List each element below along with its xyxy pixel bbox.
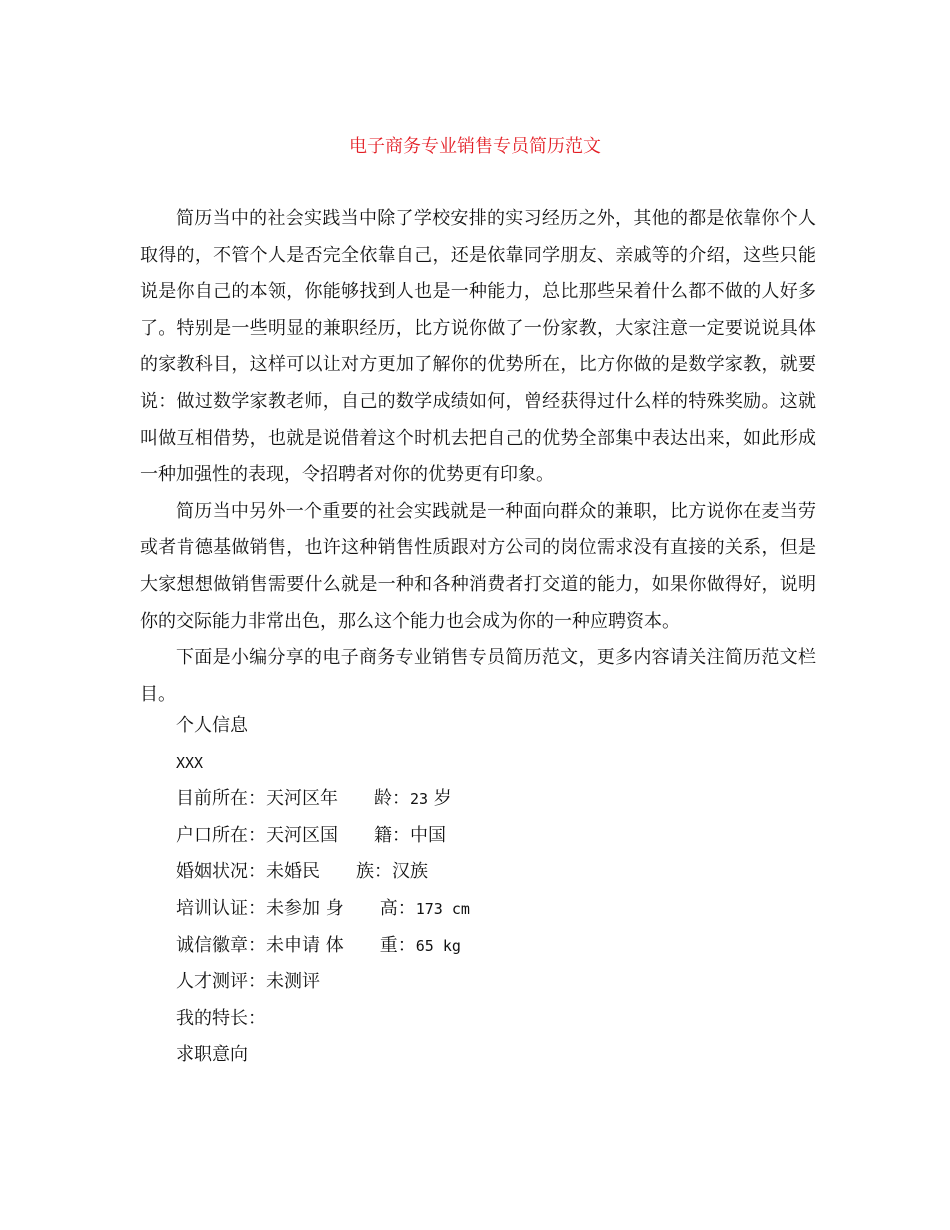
height-label-a: 身: [325, 897, 344, 919]
document-body: [140, 201, 816, 713]
profile-row-specialty: [176, 1001, 470, 1038]
profile-row-hukou-nationality: [176, 818, 470, 855]
assessment-value: 未测评: [266, 971, 320, 993]
profile-section-title: 个人信息: [176, 715, 248, 736]
height-value: 173 cm: [415, 899, 470, 918]
training-label: 培训认证：: [176, 897, 266, 919]
marital-label: 婚姻状况：: [176, 861, 266, 883]
integrity-label: 诚信徽章：: [176, 934, 266, 956]
marital-value: 未婚: [266, 861, 302, 883]
age-value: 23: [410, 790, 429, 809]
nationality-label-a: 国: [320, 824, 338, 846]
job-intention-title: 求职意向: [176, 1044, 248, 1066]
profile-row-marital-ethnicity: [176, 854, 470, 891]
paragraph-sales-practice: 简历当中另外一个重要的社会实践就是一种面向群众的兼职，比方说你在麦当劳或者肯德基做销售，也许这种销售性质跟对方公司的岗位需求没有直接的关系，但是大家想想做销售需要什么就是一种和各种消费者打交道的能力，如果你做得好，说明你的交际能力非常出色，那么这个能力也会成为你的一种应聘资本。: [140, 500, 816, 632]
age-label-a: 年: [320, 788, 338, 810]
specialty-label: 我的特长：: [176, 1007, 266, 1029]
profile-row-integrity-weight: [176, 928, 470, 965]
age-unit: 岁: [433, 788, 452, 810]
profile-name: XXX: [176, 753, 204, 772]
weight-label-a: 体: [325, 934, 344, 956]
ethnicity-value: 汉族: [392, 861, 428, 883]
paragraph-share-note: 下面是小编分享的电子商务专业销售专员简历范文，更多内容请关注简历范文栏目。: [140, 647, 816, 705]
profile-section: [176, 708, 470, 1074]
integrity-value: 未申请: [266, 934, 320, 956]
ethnicity-label-b: 族：: [356, 861, 392, 883]
document-title: 电子商务专业销售专员简历范文: [349, 136, 601, 157]
location-value: 天河区: [266, 788, 320, 810]
profile-row-assessment: [176, 964, 470, 1001]
age-label-b: 龄：: [374, 788, 410, 810]
nationality-value: 中国: [410, 824, 446, 846]
weight-value: 65 kg: [415, 936, 461, 955]
height-label-b: 高：: [379, 897, 416, 919]
hukou-label: 户口所在：: [176, 824, 266, 846]
ethnicity-label-a: 民: [302, 861, 320, 883]
hukou-value: 天河区: [266, 824, 320, 846]
profile-row-location-age: [176, 781, 470, 818]
training-value: 未参加: [266, 897, 320, 919]
paragraph-intro: 简历当中的社会实践当中除了学校安排的实习经历之外，其他的都是依靠你个人取得的，不管个人是否完全依靠自己，还是依靠同学朋友、亲戚等的介绍，这些只能说是你自己的本领，你能够找到人也是一种能力，总比那些呆着什么都不做的人好多了。特别是一些明显的兼职经历，比方说你做了一份家教，大家注意一定要说说具体的家教科目，这样可以让对方更加了解你的优势所在，比方你做的是数学家教，就要说：做过数学家教老师，自己的数学成绩如何，曾经获得过什么样的特殊奖励。这就叫做互相借势，也就是说借着这个时机去把自己的优势全部集中表达出来，如此形成一种加强性的表现，令招聘者对你的优势更有印象。: [140, 208, 816, 486]
weight-label-b: 重：: [379, 934, 416, 956]
assessment-label: 人才测评：: [176, 971, 266, 993]
location-label: 目前所在：: [176, 788, 266, 810]
nationality-label-b: 籍：: [374, 824, 410, 846]
profile-row-training-height: [176, 891, 470, 928]
